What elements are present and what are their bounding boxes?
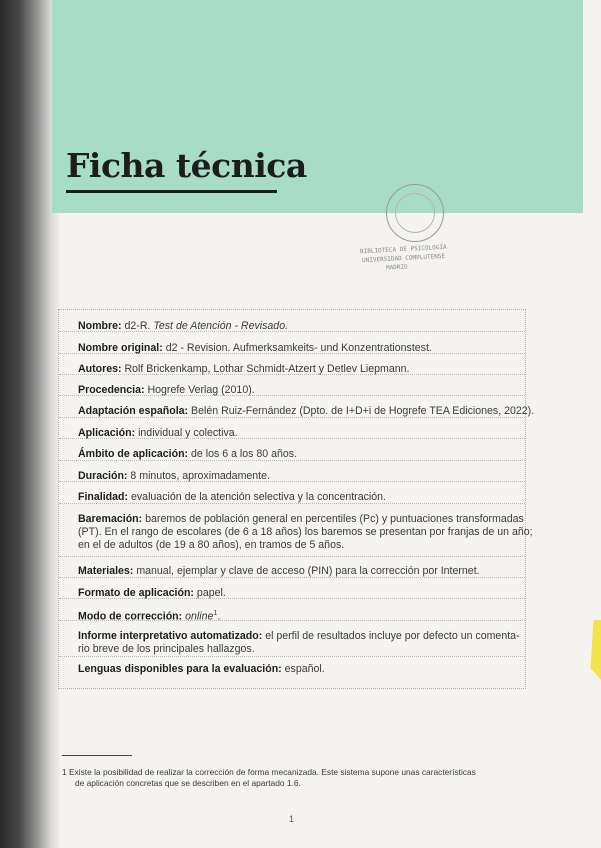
row-value: manual, ejemplar y clave de acceso (PIN) para la corrección por Internet.: [136, 565, 480, 577]
footnote-line-2: de aplicación concretas que se describen en el apartado 1.6.: [75, 778, 301, 788]
row-label: Duración:: [78, 470, 128, 482]
library-stamp: [356, 184, 466, 284]
row-adaptacion: [59, 396, 535, 418]
row-label: Autores:: [78, 363, 122, 375]
row-nombre: [59, 310, 525, 332]
row-value-line: en el de adultos (de 19 a 80 años), en tramos de 5 años.: [78, 539, 345, 551]
row-materiales: [59, 557, 525, 578]
row-value: 8 minutos, aproximadamente.: [130, 470, 270, 482]
stamp-text-2: UNIVERSIDAD COMPLUTENSE: [361, 252, 446, 265]
row-value: .: [217, 610, 221, 623]
row-label: Informe interpretativo automatizado:: [78, 630, 263, 642]
row-procedencia: [59, 375, 525, 396]
footnote-line-1: 1 Existe la posibilidad de realizar la corrección de forma mecanizada. Este sistema supone unas características: [62, 767, 476, 777]
title-underline: [66, 190, 277, 193]
technical-sheet-table: [58, 309, 535, 689]
row-label: Nombre original:: [78, 342, 163, 354]
row-label: Finalidad:: [78, 491, 129, 503]
row-value-italic: Test de Atención - Revisado.: [153, 320, 289, 332]
row-value-italic: online: [185, 610, 214, 623]
row-label: Ámbito de aplicación:: [78, 448, 189, 460]
row-informe: [59, 621, 525, 657]
row-value-line: (PT). En el rango de escolares (de 6 a 18 años) los baremos se presentan por franjas de un año;: [78, 526, 533, 538]
stamp-text-1: BIBLIOTECA DE PSICOLOGÍA: [359, 243, 447, 256]
row-value: evaluación de la atención selectiva y la concentración.: [130, 491, 386, 503]
row-label: Materiales:: [78, 565, 134, 577]
row-label: Modo de corrección:: [78, 610, 183, 623]
row-value: Rolf Brickenkamp, Lothar Schmidt-Atzert y Detlev Liepmann.: [124, 363, 410, 375]
row-value: d2-R.: [124, 320, 151, 332]
row-label: Adaptación española:: [78, 405, 189, 417]
yellow-tab-edge: [586, 620, 601, 680]
row-aplicacion: [59, 418, 525, 439]
row-label: Aplicación:: [78, 427, 136, 439]
stamp-text-3: MADRID: [385, 263, 408, 272]
row-value: papel.: [196, 587, 226, 599]
row-ambito: [59, 439, 525, 461]
row-label: Nombre:: [78, 320, 122, 332]
book-spine-shadow: [0, 0, 60, 848]
row-value: Belén Ruiz-Fernández (Dpto. de I+D+i de Hogrefe TEA Ediciones, 2022).: [191, 405, 535, 417]
row-formato: [59, 578, 525, 599]
row-value: español.: [284, 663, 325, 675]
footnote-divider: [62, 755, 132, 756]
row-finalidad: [59, 482, 525, 504]
row-label: Formato de aplicación:: [78, 587, 194, 599]
row-nombre-original: [59, 332, 525, 354]
row-autores: [59, 354, 525, 375]
row-baremacion: [59, 504, 533, 557]
row-lenguas: [59, 657, 525, 679]
row-duracion: [59, 461, 525, 482]
stamp-seal-icon: [386, 184, 444, 242]
row-value: el perfil de resultados incluye por defecto un comenta-: [265, 630, 520, 642]
footnote-ref: 1: [213, 610, 218, 617]
page-title: Ficha técnica: [66, 146, 307, 185]
row-value-line: rio breve de los principales hallazgos.: [78, 643, 255, 655]
row-value: Hogrefe Verlag (2010).: [147, 384, 255, 396]
row-value: baremos de población general en percentiles (Pc) y puntuaciones transformadas: [145, 513, 524, 525]
row-label: Procedencia:: [78, 384, 145, 396]
row-value: de los 6 a los 80 años.: [191, 448, 298, 460]
row-value: d2 - Revision. Aufmerksamkeits- und Konzentrationstest.: [165, 342, 432, 354]
row-label: Lenguas disponibles para la evaluación:: [78, 663, 282, 675]
row-label: Baremación:: [78, 513, 143, 525]
page-number: 1: [289, 814, 295, 824]
row-value: individual y colectiva.: [138, 427, 238, 439]
row-correccion: [59, 599, 525, 621]
